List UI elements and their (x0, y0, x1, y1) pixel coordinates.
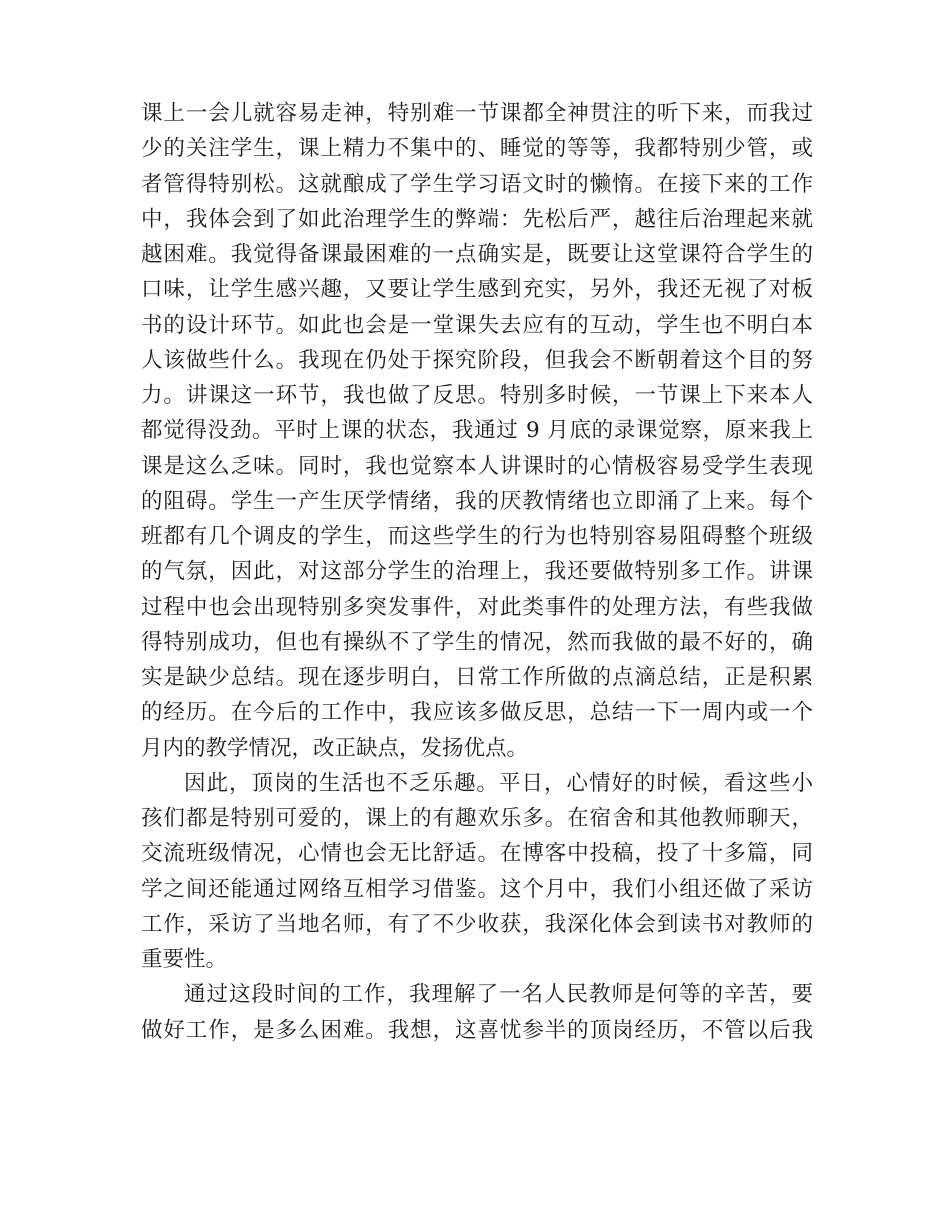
text-line: 交流班级情况，心情也会无比舒适。在博客中投稿，投了十多篇，同 (141, 841, 813, 867)
text-line: 学之间还能通过网络互相学习借鉴。这个月中，我们小组还做了采访 (141, 876, 813, 902)
paragraph-2 (141, 766, 813, 978)
text-line: 因此，顶岗的生活也不乏乐趣。平日，心情好的时候，看这些小 (184, 770, 813, 796)
text-line: 课是这么乏味。同时，我也觉察本人讲课时的心情极容易受学生表现 (141, 453, 813, 479)
text-line: 中，我体会到了如此治理学生的弊端：先松后严，越往后治理起来就 (141, 206, 813, 232)
text-line: 者管得特别松。这就酿成了学生学习语文时的懒惰。在接下来的工作 (141, 171, 813, 197)
text-line: 过程中也会出现特别多突发事件，对此类事件的处理方法，有些我做 (141, 594, 813, 620)
text-line: 月内的教学情况，改正缺点，发扬优点。 (141, 735, 529, 761)
text-line: 少的关注学生，课上精力不集中的、睡觉的等等，我都特别少管，或 (141, 136, 813, 162)
paragraph-1 (141, 96, 813, 766)
text-line: 的阻碍。学生一产生厌学情绪，我的厌教情绪也立即涌了上来。每个 (141, 488, 813, 514)
text-line: 通过这段时间的工作，我理解了一名人民教师是何等的辛苦，要 (184, 982, 813, 1008)
text-line: 实是缺少总结。现在逐步明白，日常工作所做的点滴总结，正是积累 (141, 665, 813, 690)
text-line: 力。讲课这一环节，我也做了反思。特别多时候，一节课上下来本人 (141, 383, 813, 408)
text-line: 越困难。我觉得备课最困难的一点确实是，既要让这堂课符合学生的 (141, 242, 813, 267)
text-line: 工作，采访了当地名师，有了不少收获，我深化体会到读书对教师的 (141, 911, 813, 937)
text-line: 的气氛，因此，对这部分学生的治理上，我还要做特别多工作。讲课 (141, 559, 813, 585)
paragraph-3 (141, 977, 813, 1048)
document-body (141, 96, 813, 1048)
text-line: 重要性。 (141, 947, 228, 972)
text-line: 做好工作，是多么困难。我想，这喜忧参半的顶岗经历，不管以后我 (141, 1017, 813, 1043)
text-line: 口味，让学生感兴趣，又要让学生感到充实，另外，我还无视了对板 (141, 277, 813, 303)
text-line: 班都有几个调皮的学生，而这些学生的行为也特别容易阻碍整个班级 (141, 524, 813, 549)
text-line: 人该做些什么。我现在仍处于探究阶段，但我会不断朝着这个目的努 (141, 347, 813, 373)
text-line: 的经历。在今后的工作中，我应该多做反思，总结一下一周内或一个 (141, 700, 813, 726)
text-line: 都觉得没劲。平时上课的状态，我通过 9 月底的录课觉察，原来我上 (141, 418, 813, 444)
text-line: 孩们都是特别可爱的，课上的有趣欢乐多。在宿舍和其他教师聊天， (141, 806, 813, 831)
text-line: 课上一会儿就容易走神，特别难一节课都全神贯注的听下来，而我过 (141, 101, 813, 126)
text-line: 书的设计环节。如此也会是一堂课失去应有的互动，学生也不明白本 (141, 312, 813, 338)
text-line: 得特别成功，但也有操纵不了学生的情况，然而我做的最不好的，确 (141, 629, 813, 655)
